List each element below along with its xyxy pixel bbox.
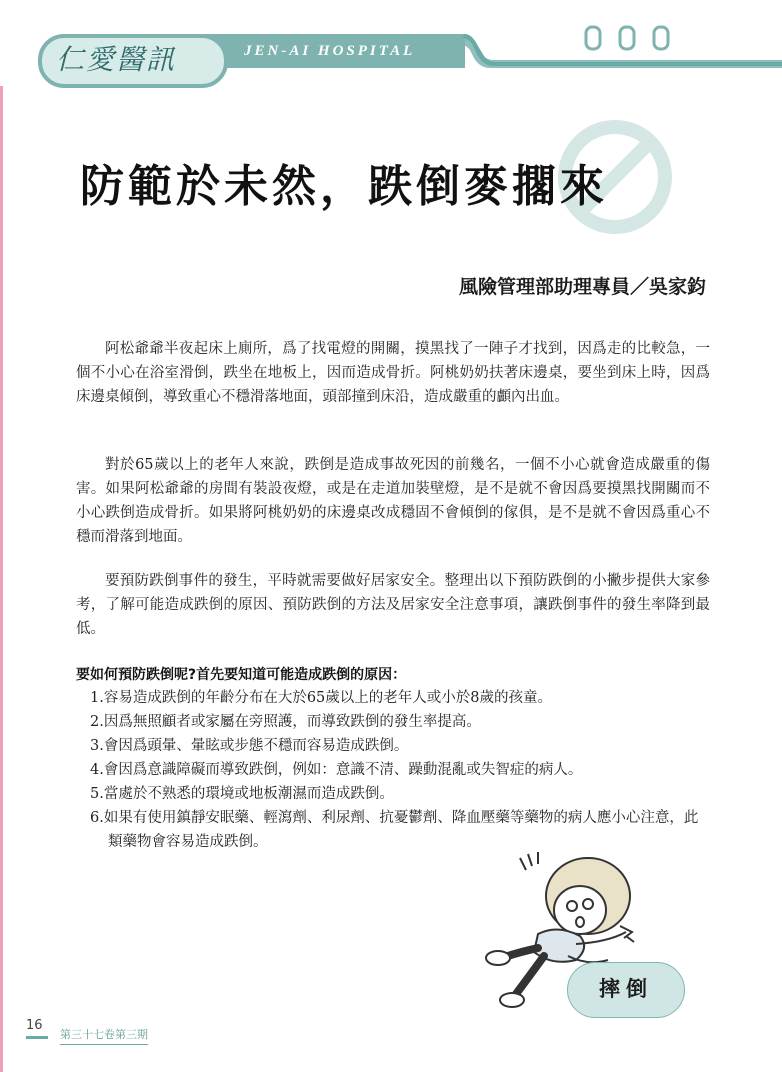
paragraph-2: 對於65歲以上的老年人來說，跌倒是造成事故死因的前幾名，一個不小心就會造成嚴重的傷害。如果阿松爺爺的房間有裝設夜燈，或是在走道加裝壁燈，是不是就不會因爲要摸黑找開關而不小心跌倒造成骨折。如果將阿桃奶奶的床邊桌改成穩固不會傾倒的傢俱，是不是就不會因爲重心不穩而滑落到地面。 [76, 457, 710, 545]
list-item: 1.容易造成跌倒的年齡分布在大於65歲以上的老年人或小於8歲的孩童。 [90, 690, 553, 706]
paragraph-1: 阿松爺爺半夜起床上廁所，爲了找電燈的開關，摸黑找了一陣子才找到，因爲走的比較急，一個不小心在浴室滑倒，跌坐在地板上，因而造成骨折。阿桃奶奶扶著床邊桌，要坐到床上時，因爲床邊桌傾倒，導致重心不穩滑落地面，頭部撞到床沿，造成嚴重的顱內出血。 [76, 341, 710, 405]
list-item: 3.會因爲頭暈、暈眩或步態不穩而容易造成跌倒。 [90, 738, 409, 754]
list-item: 5.當處於不熟悉的環境或地板潮濕而造成跌倒。 [90, 786, 394, 802]
list-item: 6.如果有使用鎮靜安眠藥、輕瀉劑、利尿劑、抗憂鬱劑、降血壓藥等藥物的病人應小心注意，此類藥物會容易造成跌倒。 [90, 810, 699, 850]
article-title: 防範於未然，跌倒麥擱來 [80, 161, 608, 212]
left-page-rule [0, 86, 3, 1072]
list-item: 4.會因爲意識障礙而導致跌倒，例如：意識不清、躁動混亂或失智症的病人。 [90, 762, 583, 778]
article-author: 風險管理部助理專員／吳家鈞 [458, 276, 706, 298]
fall-label-badge: 摔倒 [567, 962, 685, 1018]
causes-list [90, 686, 712, 854]
page-number: 16 [26, 1018, 43, 1033]
list-item: 2.因爲無照顧者或家屬在旁照護，而導致跌倒的發生率提高。 [90, 714, 481, 730]
page-header [0, 0, 782, 90]
paragraph-3: 要預防跌倒事件的發生，平時就需要做好居家安全。整理出以下預防跌倒的小撇步提供大家參考，了解可能造成跌倒的原因、預防跌倒的方法及居家安全注意事項，讓跌倒事件的發生率降到最低。 [76, 573, 710, 637]
footer-accent-bar [26, 1036, 48, 1039]
magazine-logo: 仁愛醫訊 [56, 43, 177, 76]
section-heading: 要如何預防跌倒呢?首先要知道可能造成跌倒的原因： [76, 667, 407, 683]
hospital-brand: JEN-AI HOSPITAL [244, 43, 416, 59]
issue-label: 第三十七卷第三期 [60, 1026, 148, 1045]
